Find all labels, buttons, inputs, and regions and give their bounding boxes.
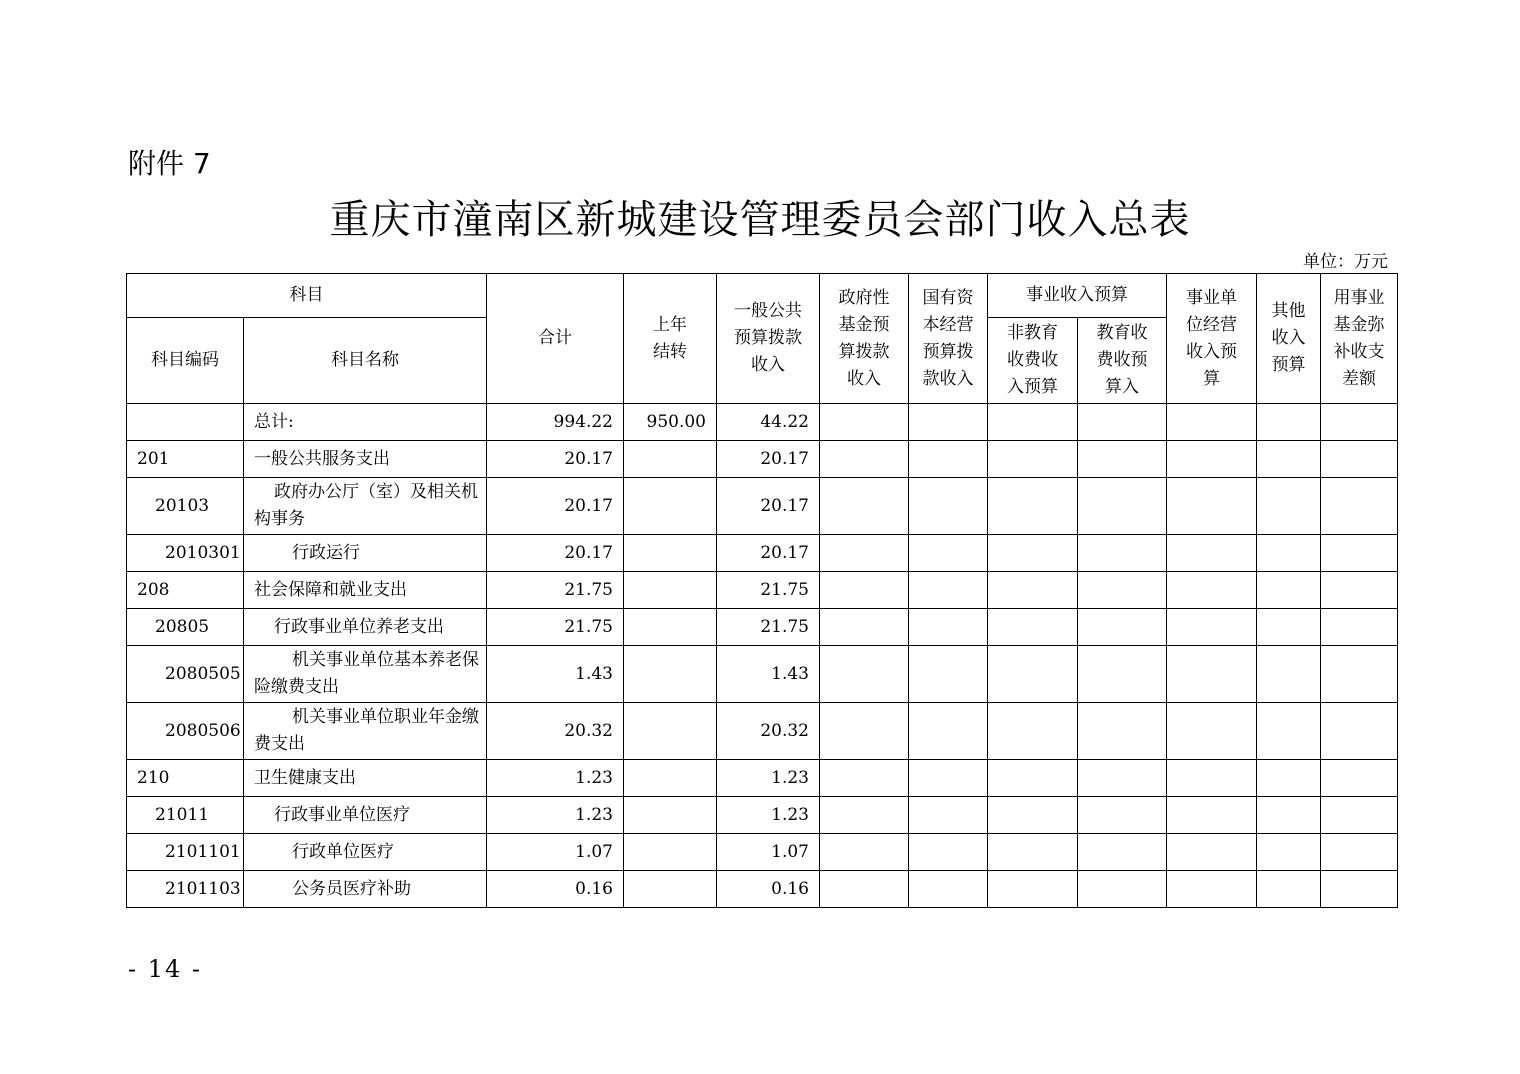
- row-code: 2010301: [127, 535, 244, 572]
- row-code: 21011: [127, 797, 244, 834]
- attachment-label: 附件 7: [128, 147, 211, 180]
- row-general: 0.16: [717, 871, 820, 908]
- row-code: [127, 404, 244, 441]
- row-name: 卫生健康支出: [244, 760, 487, 797]
- row-general: 20.17: [717, 478, 820, 535]
- table-row: [127, 871, 1398, 908]
- header-non-edu-fee: 非教育收费收入预算: [988, 318, 1078, 404]
- row-name: 总计:: [244, 404, 487, 441]
- row-carryover: 950.00: [624, 404, 717, 441]
- table-row: [127, 572, 1398, 609]
- row-total: 1.43: [487, 646, 624, 703]
- row-total: 1.23: [487, 797, 624, 834]
- row-code: 2080505: [127, 646, 244, 703]
- row-carryover: [624, 441, 717, 478]
- row-total: 1.07: [487, 834, 624, 871]
- header-subject-code: 科目编码: [127, 318, 244, 404]
- header-career-income: 事业收入预算: [988, 274, 1167, 318]
- table-row: [127, 609, 1398, 646]
- row-name: 公务员医疗补助: [244, 871, 487, 908]
- header-subject-name: 科目名称: [244, 318, 487, 404]
- header-carryover: 上年结转: [624, 274, 717, 404]
- table-row: [127, 834, 1398, 871]
- header-general-budget: 一般公共预算拨款收入: [717, 274, 820, 404]
- row-name: 机关事业单位职业年金缴费支出: [244, 703, 487, 760]
- row-name: 政府办公厅（室）及相关机构事务: [244, 478, 487, 535]
- page-number: - 14 -: [128, 955, 203, 983]
- table-row: [127, 646, 1398, 703]
- row-carryover: [624, 572, 717, 609]
- header-gov-fund: 政府性基金预算拨款收入: [820, 274, 909, 404]
- row-carryover: [624, 478, 717, 535]
- row-total: 20.17: [487, 478, 624, 535]
- row-general: 21.75: [717, 572, 820, 609]
- row-general: 1.23: [717, 760, 820, 797]
- table-row: [127, 535, 1398, 572]
- row-carryover: [624, 834, 717, 871]
- row-total: 20.32: [487, 703, 624, 760]
- table-row: [127, 797, 1398, 834]
- row-general: 20.32: [717, 703, 820, 760]
- row-carryover: [624, 760, 717, 797]
- table-row: [127, 760, 1398, 797]
- unit-label: 单位：万元: [1303, 252, 1388, 272]
- row-code: 20103: [127, 478, 244, 535]
- row-carryover: [624, 797, 717, 834]
- row-code: 20805: [127, 609, 244, 646]
- row-general: 1.43: [717, 646, 820, 703]
- row-code: 2080506: [127, 703, 244, 760]
- row-carryover: [624, 646, 717, 703]
- row-total: 21.75: [487, 609, 624, 646]
- row-total: 20.17: [487, 535, 624, 572]
- row-total: 0.16: [487, 871, 624, 908]
- table-row: [127, 703, 1398, 760]
- header-total: 合计: [487, 274, 624, 404]
- row-general: 1.07: [717, 834, 820, 871]
- row-name: 社会保障和就业支出: [244, 572, 487, 609]
- page-title: 重庆市潼南区新城建设管理委员会部门收入总表: [329, 197, 1191, 243]
- row-code: 208: [127, 572, 244, 609]
- row-name: 行政事业单位医疗: [244, 797, 487, 834]
- header-unit-operation: 事业单位经营收入预算: [1167, 274, 1257, 404]
- header-subject: 科目: [127, 274, 487, 318]
- row-carryover: [624, 703, 717, 760]
- row-carryover: [624, 535, 717, 572]
- table-row: [127, 441, 1398, 478]
- row-name: 行政单位医疗: [244, 834, 487, 871]
- row-code: 210: [127, 760, 244, 797]
- row-name: 机关事业单位基本养老保险缴费支出: [244, 646, 487, 703]
- header-other-income: 其他收入预算: [1257, 274, 1321, 404]
- row-general: 44.22: [717, 404, 820, 441]
- row-total: 20.17: [487, 441, 624, 478]
- table-row: [127, 404, 1398, 441]
- row-carryover: [624, 871, 717, 908]
- row-name: 一般公共服务支出: [244, 441, 487, 478]
- row-code: 201: [127, 441, 244, 478]
- header-fund-balance: 用事业基金弥补收支差额: [1321, 274, 1398, 404]
- row-total: 1.23: [487, 760, 624, 797]
- income-summary-table: [126, 273, 1398, 908]
- row-general: 21.75: [717, 609, 820, 646]
- row-general: 20.17: [717, 535, 820, 572]
- row-general: 20.17: [717, 441, 820, 478]
- header-edu-fee: 教育收费收预算入: [1078, 318, 1167, 404]
- row-total: 994.22: [487, 404, 624, 441]
- row-general: 1.23: [717, 797, 820, 834]
- row-name: 行政事业单位养老支出: [244, 609, 487, 646]
- row-name: 行政运行: [244, 535, 487, 572]
- row-code: 2101103: [127, 871, 244, 908]
- table-row: [127, 478, 1398, 535]
- row-code: 2101101: [127, 834, 244, 871]
- header-state-capital: 国有资本经营预算拨款收入: [909, 274, 988, 404]
- row-carryover: [624, 609, 717, 646]
- row-total: 21.75: [487, 572, 624, 609]
